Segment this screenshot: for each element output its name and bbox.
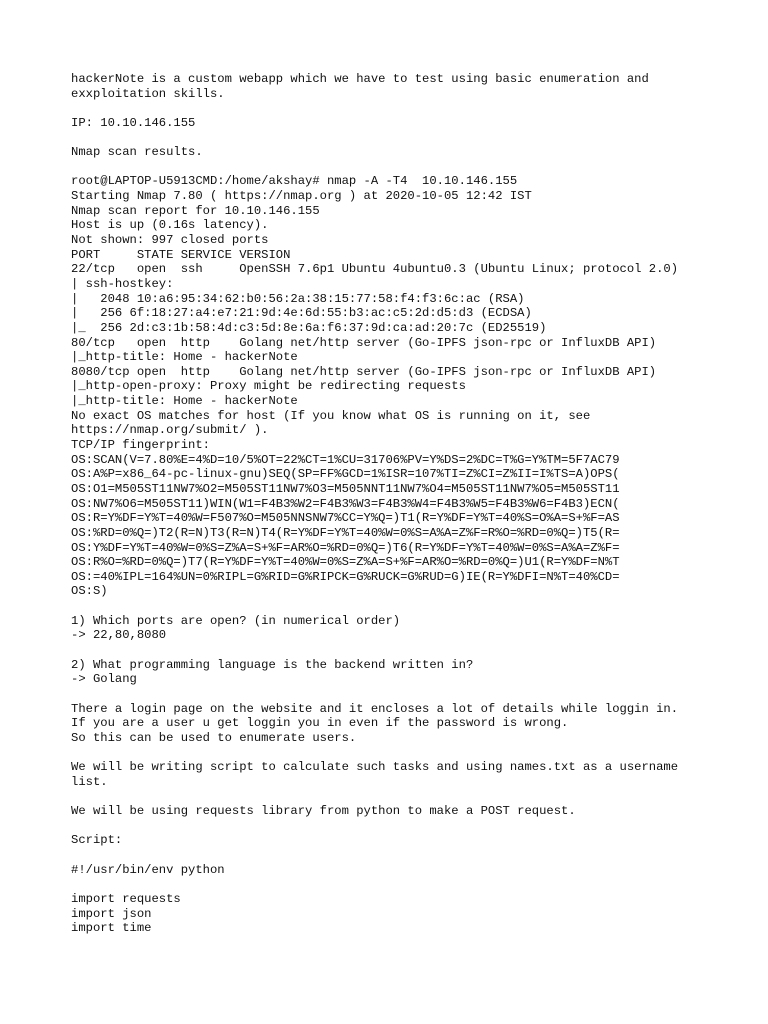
text-line [71,160,731,175]
text-line: 22/tcp open ssh OpenSSH 7.6p1 Ubuntu 4ubuntu0.3 (Ubuntu Linux; protocol 2.0) [71,262,679,277]
text-line: Host is up (0.16s latency). [71,218,269,233]
text-line: OS:O1=M505ST11NW7%O2=M505ST11NW7%O3=M505NNT11NW7%O4=M505ST11NW7%O5=M505ST11 [71,481,620,496]
text-line: import requests [71,891,181,906]
text-line: #!/usr/bin/env python [71,862,225,877]
text-line [71,877,731,892]
text-line: list. [71,774,108,789]
document-body [71,72,731,936]
text-line: Script: [71,833,123,848]
text-line: import json [71,906,152,921]
text-line [71,101,731,116]
text-line [71,687,731,702]
text-line [71,643,731,658]
text-line: Starting Nmap 7.80 ( https://nmap.org ) at 2020-10-05 12:42 IST [71,189,532,204]
text-line: OS:A%P=x86_64-pc-linux-gnu)SEQ(SP=FF%GCD=1%ISR=107%TI=Z%CI=Z%II=I%TS=A)OPS( [71,467,620,482]
text-line [71,789,731,804]
text-line: | ssh-hostkey: [71,276,174,291]
text-line: OS:NW7%O6=M505ST11)WIN(W1=F4B3%W2=F4B3%W3=F4B3%W4=F4B3%W5=F4B3%W6=F4B3)ECN( [71,496,620,511]
text-line: PORT STATE SERVICE VERSION [71,247,291,262]
text-line: No exact OS matches for host (If you know what OS is running on it, see [71,408,591,423]
text-line: https://nmap.org/submit/ ). [71,423,269,438]
text-line [71,745,731,760]
text-line: OS:R%O=%RD=0%Q=)T7(R=Y%DF=Y%T=40%W=0%S=Z%A=S+%F=AR%O=%RD=0%Q=)U1(R=Y%DF=N%T [71,555,620,570]
text-line [71,819,731,834]
text-line: -> 22,80,8080 [71,628,167,643]
text-line: hackerNote is a custom webapp which we have to test using basic enumeration and [71,72,649,86]
text-line: Nmap scan report for 10.10.146.155 [71,203,320,218]
text-line: OS:%RD=0%Q=)T2(R=N)T3(R=N)T4(R=Y%DF=Y%T=40%W=0%S=A%A=Z%F=R%O=%RD=0%Q=)T5(R= [71,525,620,540]
text-line: 1) Which ports are open? (in numerical order) [71,613,401,628]
text-line: import time [71,921,152,936]
text-line: | 256 6f:18:27:a4:e7:21:9d:4e:6d:55:b3:ac:c5:2d:d5:d3 (ECDSA) [71,306,532,321]
text-line: TCP/IP fingerprint: [71,438,210,453]
text-line: If you are a user u get loggin you in even if the password is wrong. [71,716,569,731]
text-line: OS:SCAN(V=7.80%E=4%D=10/5%OT=22%CT=1%CU=31706%PV=Y%DS=2%DC=T%G=Y%TM=5F7AC79 [71,452,620,467]
text-line: |_http-open-proxy: Proxy might be redirecting requests [71,379,466,394]
text-line: 2) What programming language is the backend written in? [71,657,474,672]
text-line: 8080/tcp open http Golang net/http server (Go-IPFS json-rpc or InfluxDB API) [71,364,657,379]
text-line: OS:Y%DF=Y%T=40%W=0%S=Z%A=S+%F=AR%O=%RD=0%Q=)T6(R=Y%DF=Y%T=40%W=0%S=A%A=Z%F= [71,540,620,555]
text-line [71,848,731,863]
text-line: Not shown: 997 closed ports [71,233,269,248]
text-line: root@LAPTOP-U5913CMD:/home/akshay# nmap -A -T4 10.10.146.155 [71,174,518,189]
text-line: Nmap scan results. [71,145,203,160]
text-line: |_http-title: Home - hackerNote [71,350,298,365]
text-line: IP: 10.10.146.155 [71,115,196,130]
text-line: |_ 256 2d:c3:1b:58:4d:c3:5d:8e:6a:f6:37:9d:ca:ad:20:7c (ED25519) [71,320,547,335]
text-line: |_http-title: Home - hackerNote [71,394,298,409]
text-line: 80/tcp open http Golang net/http server (Go-IPFS json-rpc or InfluxDB API) [71,335,657,350]
text-line: OS:S) [71,584,108,599]
text-line: There a login page on the website and it encloses a lot of details while loggin in. [71,701,679,716]
text-line: -> Golang [71,672,137,687]
text-line: exxploitation skills. [71,86,225,101]
text-line [71,599,731,614]
text-line [71,131,731,146]
text-line: We will be using requests library from python to make a POST request. [71,804,576,819]
text-line: So this can be used to enumerate users. [71,730,357,745]
text-line: OS:=40%IPL=164%UN=0%RIPL=G%RID=G%RIPCK=G%RUCK=G%RUD=G)IE(R=Y%DFI=N%T=40%CD= [71,569,620,584]
text-line: | 2048 10:a6:95:34:62:b0:56:2a:38:15:77:58:f4:f3:6c:ac (RSA) [71,291,525,306]
text-line: We will be writing script to calculate such tasks and using names.txt as a username [71,760,679,775]
text-line: OS:R=Y%DF=Y%T=40%W=F507%O=M505NNSNW7%CC=Y%Q=)T1(R=Y%DF=Y%T=40%S=O%A=S+%F=AS [71,511,620,526]
